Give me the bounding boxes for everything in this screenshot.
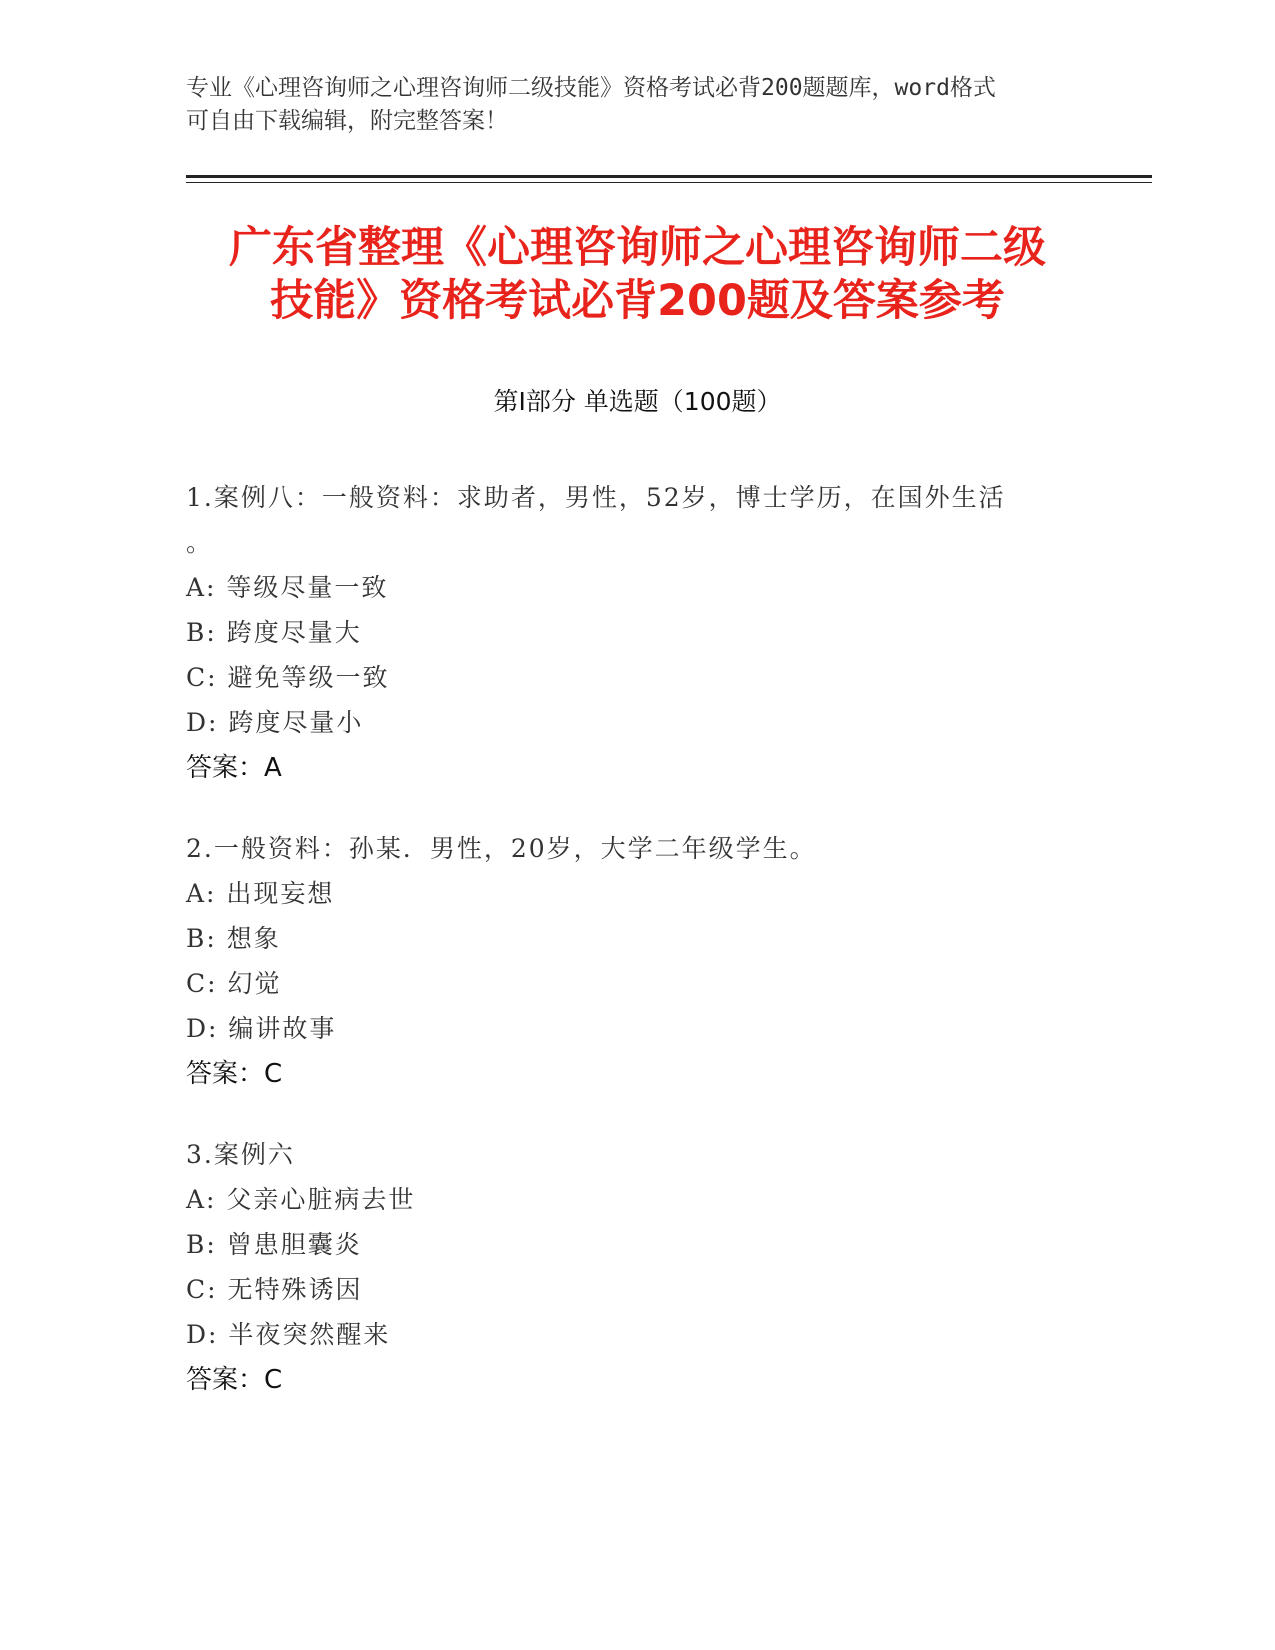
question-list xyxy=(186,475,1086,1438)
header-divider-thin xyxy=(186,182,1152,183)
question-stem: 2.一般资料：孙某．男性，20岁，大学二年级学生。 xyxy=(186,834,817,863)
header-note-line: 专业《心理咨询师之心理咨询师二级技能》资格考试必背200题题库，word格式 xyxy=(186,75,996,101)
question-stem-continued: 。 xyxy=(186,528,214,557)
question-stem: 1.案例八：一般资料：求助者，男性，52岁，博士学历，在国外生活 xyxy=(186,483,1006,512)
document-title-line: 技能》资格考试必背200题及答案参考 xyxy=(270,276,1005,326)
option-a: A: 出现妄想 xyxy=(186,879,335,908)
option-d: D: 半夜突然醒来 xyxy=(186,1320,391,1349)
option-c: C: 无特殊诱因 xyxy=(186,1275,363,1304)
answer-line: 答案：C xyxy=(186,1059,283,1089)
option-a: A: 等级尽量一致 xyxy=(186,573,389,602)
option-c: C: 避免等级一致 xyxy=(186,663,390,692)
option-c: C: 幻觉 xyxy=(186,969,282,998)
option-b: B: 想象 xyxy=(186,924,281,953)
question-stem: 3.案例六 xyxy=(186,1140,295,1169)
header-note-line: 可自由下载编辑，附完整答案！ xyxy=(186,108,508,134)
header-note xyxy=(186,72,1066,138)
header-divider xyxy=(186,175,1152,178)
option-d: D: 跨度尽量小 xyxy=(186,708,364,737)
answer-line: 答案：A xyxy=(186,753,282,783)
option-a: A: 父亲心脏病去世 xyxy=(186,1185,416,1214)
document-title xyxy=(150,222,1125,328)
question-item xyxy=(186,1132,1086,1403)
document-title-line: 广东省整理《心理咨询师之心理咨询师二级 xyxy=(229,223,1046,273)
option-d: D: 编讲故事 xyxy=(186,1014,337,1043)
question-item xyxy=(186,826,1086,1097)
section-heading: 第Ⅰ部分 单选题（100题） xyxy=(493,387,782,416)
option-b: B: 曾患胆囊炎 xyxy=(186,1230,362,1259)
option-b: B: 跨度尽量大 xyxy=(186,618,362,647)
answer-line: 答案：C xyxy=(186,1365,283,1395)
question-item xyxy=(186,475,1086,791)
